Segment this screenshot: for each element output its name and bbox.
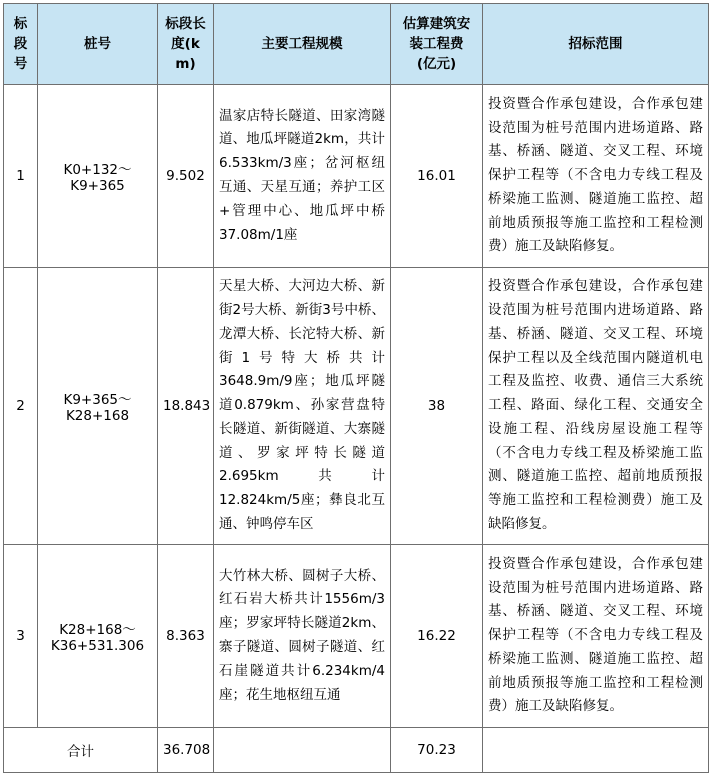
header-scale: 主要工程规模 bbox=[214, 4, 391, 85]
station-to: K9+365 bbox=[70, 178, 125, 194]
bid-sections-table bbox=[3, 3, 709, 773]
cell-scale: 大竹林大桥、圆树子大桥、红石岩大桥共计1556m/3座；罗家坪特长隧道2km、寨子隧道、圆树子隧道、红石崖隧道共计6.234km/4座；花生地枢纽互通 bbox=[214, 545, 391, 728]
cell-cost: 16.01 bbox=[391, 85, 483, 268]
cell-scope: 投资暨合作承包建设，合作承包建设范围为桩号范围内进场道路、路基、桥涵、隧道、交叉工程、环境保护工程等（不含电力专线工程及桥梁施工监测、隧道施工监控、超前地质预报等施工监控和工程检测费）施工及缺陷修复。 bbox=[483, 545, 709, 728]
cell-scale: 温家店特长隧道、田家湾隧道、地瓜坪隧道2km，共计6.533km/3座；岔河枢纽互通、天星互通；养护工区+管理中心、地瓜坪中桥37.08m/1座 bbox=[214, 85, 391, 268]
total-cost: 70.23 bbox=[391, 728, 483, 773]
station-from: K28+168～ bbox=[59, 622, 136, 638]
cell-no: 3 bbox=[4, 545, 38, 728]
cell-no: 1 bbox=[4, 85, 38, 268]
station-to: K28+168 bbox=[65, 408, 130, 424]
total-label: 合计 bbox=[4, 728, 158, 773]
cell-length: 18.843 bbox=[158, 268, 214, 545]
table-row bbox=[4, 545, 709, 728]
table-header-row bbox=[4, 4, 709, 85]
cell-no: 2 bbox=[4, 268, 38, 545]
cell-cost: 16.22 bbox=[391, 545, 483, 728]
table-row bbox=[4, 85, 709, 268]
header-length: 标段长度(km) bbox=[158, 4, 214, 85]
cell-length: 9.502 bbox=[158, 85, 214, 268]
table-row bbox=[4, 268, 709, 545]
header-station: 桩号 bbox=[38, 4, 158, 85]
header-cost: 估算建筑安装工程费(亿元) bbox=[391, 4, 483, 85]
station-from: K0+132～ bbox=[63, 162, 132, 178]
station-to: K36+531.306 bbox=[50, 638, 145, 654]
total-scope-empty bbox=[483, 728, 709, 773]
total-row bbox=[4, 728, 709, 773]
cell-scope: 投资暨合作承包建设，合作承包建设范围为桩号范围内进场道路、路基、桥涵、隧道、交叉工程、环境保护工程以及全线范围内隧道机电工程及监控、收费、通信三大系统工程、路面、绿化工程、交通安全设施工程、沿线房屋设施工程等（不含电力专线工程及桥梁施工监测、隧道施工监控、超前地质预报等施工监控和工程检测费）施工及缺陷修复。 bbox=[483, 268, 709, 545]
cell-cost: 38 bbox=[391, 268, 483, 545]
cell-station bbox=[38, 85, 158, 268]
header-section-no: 标段号 bbox=[4, 4, 38, 85]
total-length: 36.708 bbox=[158, 728, 214, 773]
cell-length: 8.363 bbox=[158, 545, 214, 728]
station-from: K9+365～ bbox=[63, 392, 132, 408]
total-scale-empty bbox=[214, 728, 391, 773]
cell-scope: 投资暨合作承包建设，合作承包建设范围为桩号范围内进场道路、路基、桥涵、隧道、交叉工程、环境保护工程等（不含电力专线工程及桥梁施工监测、隧道施工监控、超前地质预报等施工监控和工程检测费）施工及缺陷修复。 bbox=[483, 85, 709, 268]
header-scope: 招标范围 bbox=[483, 4, 709, 85]
cell-scale: 天星大桥、大河边大桥、新街2号大桥、新街3号中桥、龙潭大桥、长沱特大桥、新街1号特大桥共计3648.9m/9座；地瓜坪隧道0.879km、孙家营盘特长隧道、新街隧道、大寨隧道、罗家坪特长隧道2.695km共计12.824km/5座；彝良北互通、钟鸣停车区 bbox=[214, 268, 391, 545]
cell-station bbox=[38, 545, 158, 728]
cell-station bbox=[38, 268, 158, 545]
